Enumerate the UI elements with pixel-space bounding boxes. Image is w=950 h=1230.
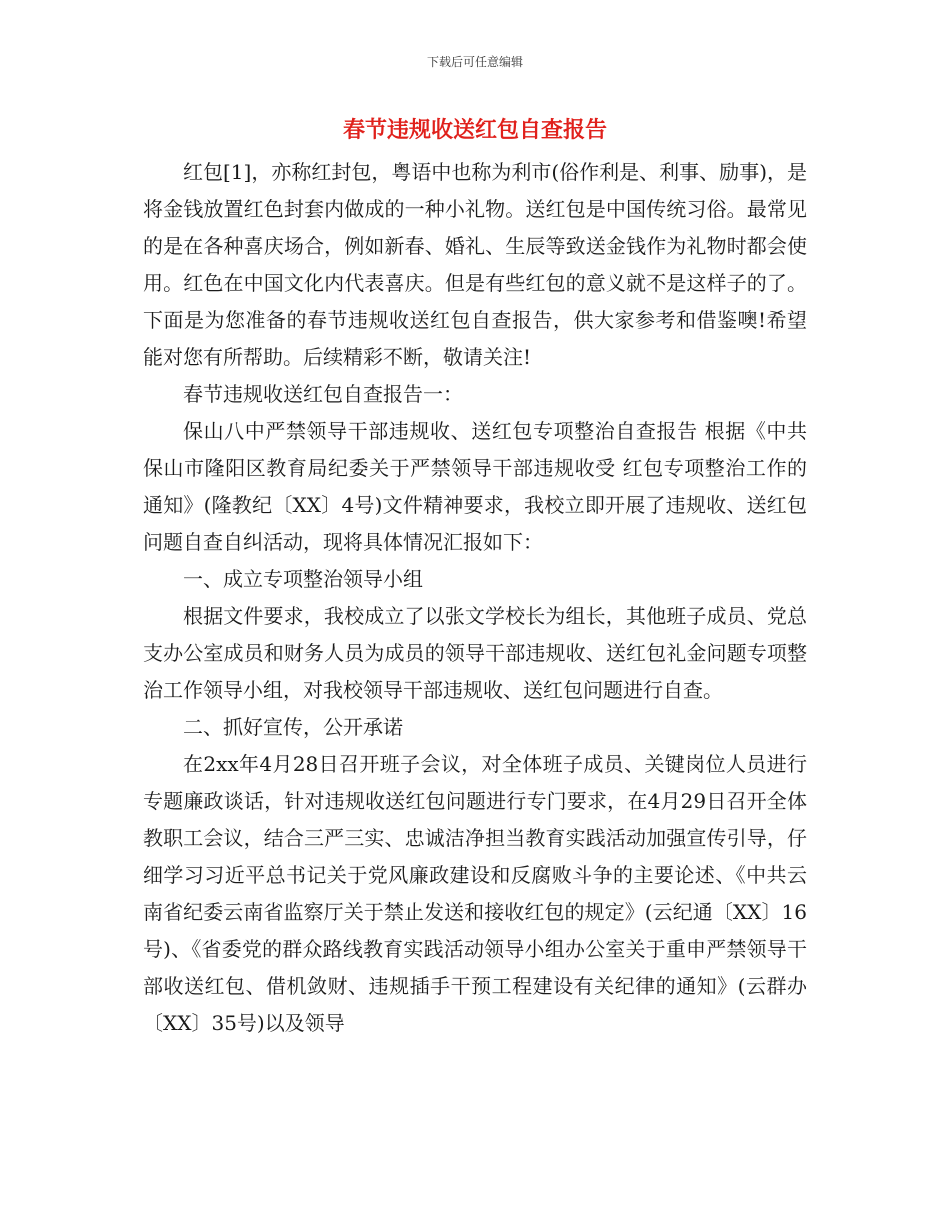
section-heading-report-one: 春节违规收送红包自查报告一： xyxy=(183,382,463,406)
paragraph-section-1: 根据文件要求，我校成立了以张文学校长为组长，其他班子成员、党总支办公室成员和财务人员为成员的领导干部违规收、送红包礼金问题专项整治工作领导小组，对我校领导干部违规收、送红包问题进行自查。 xyxy=(143,604,807,702)
document-body xyxy=(143,154,807,1042)
section-heading-1: 一、成立专项整治领导小组 xyxy=(183,567,423,591)
section-heading-2: 二、抓好宣传，公开承诺 xyxy=(183,715,403,739)
paragraph-report-opening: 保山八中严禁领导干部违规收、送红包专项整治自查报告 根据《中共保山市隆阳区教育局纪委关于严禁领导干部违规收受 红包专项整治工作的通知》(隆教纪〔XX〕4号)文件精神要求，我校立即开展了违规收、送红包问题自查自纠活动，现将具体情况汇报如下： xyxy=(143,419,807,554)
paragraph-section-2: 在2xx年4月28日召开班子会议，对全体班子成员、关键岗位人员进行专题廉政谈话，针对违规收送红包问题进行专门要求，在4月29日召开全体教职工会议，结合三严三实、忠诚洁净担当教育实践活动加强宣传引导，仔细学习习近平总书记关于党风廉政建设和反腐败斗争的主要论述、《中共云南省纪委云南省监察厅关于禁止发送和接收红包的规定》(云纪通〔XX〕16号)、《省委党的群众路线教育实践活动领导小组办公室关于重申严禁领导干部收送红包、借机敛财、违规插手干预工程建设有关纪律的通知》(云群办〔XX〕35号)以及领导 xyxy=(143,752,807,1035)
document-title: 春节违规收送红包自查报告 xyxy=(342,118,607,143)
page-header-note: 下载后可任意编辑 xyxy=(426,55,523,69)
paragraph-intro: 红包[1]，亦称红封包，粤语中也称为利市(俗作利是、利事、励事)，是将金钱放置红色封套内做成的一种小礼物。送红包是中国传统习俗。最常见的是在各种喜庆场合，例如新春、婚礼、生辰等致送金钱作为礼物时都会使用。红色在中国文化内代表喜庆。但是有些红包的意义就不是这样子的了。下面是为您准备的春节违规收送红包自查报告，供大家参考和借鉴噢!希望能对您有所帮助。后续精彩不断，敬请关注! xyxy=(143,160,807,369)
